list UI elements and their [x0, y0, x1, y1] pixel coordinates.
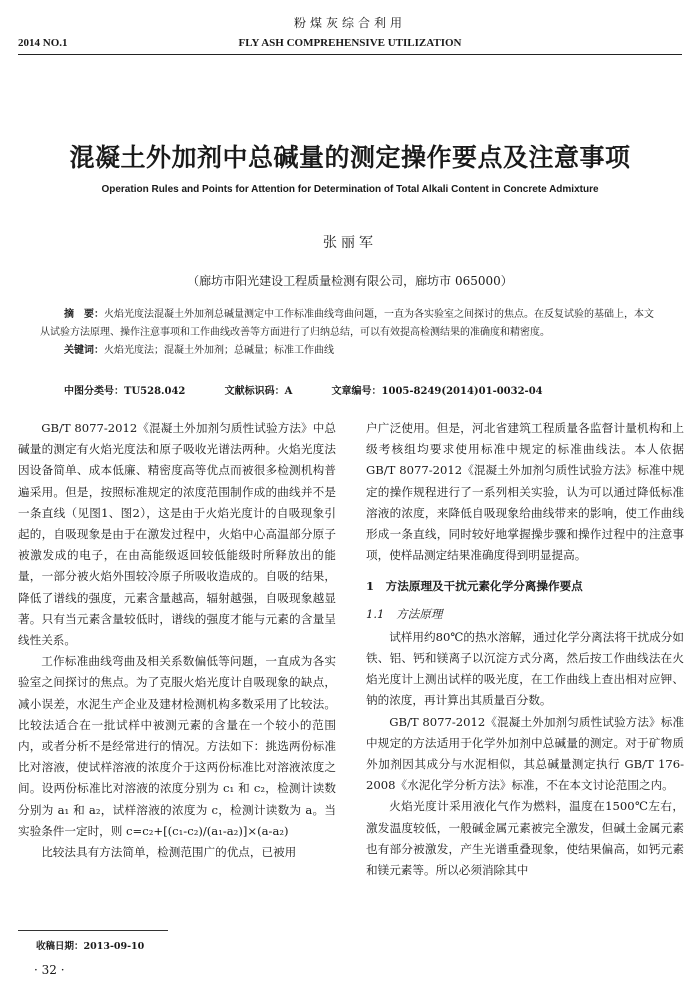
author-affiliation: （廊坊市阳光建设工程质量检测有限公司，廊坊市 065000） — [187, 274, 513, 288]
body-paragraph: 工作标准曲线弯曲及相关系数偏低等问题，一直成为各实验室之间探讨的焦点。为了克服火焰光度计自吸现象的缺点，减小误差，水泥生产企业及建材检测机构多数采用了比较法。比较法适合在一批试样中被测元素的含量在一个较小的范围内，或者分析不是经常进行的情况。方法如下：挑选两份标准比对溶液，使试样溶液的浓度介于这两份标准比对溶液浓度之间。设两份标准比对溶液的浓度分别为 c₁ 和 c₂，检测计读数分别为 a₁ 和 a₂，试样溶液的浓度为 c，检测计读数为 a。当实验条件一定时，则 c=c₂+[(c₁-c₂)/(a₁-a₂)]×(a-a₂) — [18, 654, 336, 838]
subsection-heading: 1.1 方法原理 — [366, 606, 443, 621]
header-divider — [18, 54, 682, 55]
footnote-divider — [18, 930, 168, 931]
journal-title-cn: 粉煤灰综合利用 — [293, 16, 406, 30]
page-number: · 32 · — [34, 963, 65, 977]
abstract — [40, 306, 660, 342]
received-date: 收稿日期：2013-09-10 — [36, 941, 145, 952]
keywords — [40, 342, 660, 360]
keywords-label: 关键词： — [64, 345, 104, 356]
clc-number: 中图分类号：TU528.042 — [64, 386, 186, 397]
section-heading: 1 方法原理及干扰元素化学分离操作要点 — [366, 579, 583, 594]
article-number: 文章编号：1005-8249(2014)01-0032-04 — [331, 386, 543, 397]
author-name: 张丽军 — [323, 235, 377, 251]
article-title-en: Operation Rules and Points for Attention for Determination of Total Alkali Content in Concrete Admixture — [101, 184, 599, 195]
journal-title-en: FLY ASH COMPREHENSIVE UTILIZATION — [238, 37, 462, 49]
right-column — [366, 418, 684, 881]
classification-row — [64, 382, 579, 397]
body-paragraph: 户广泛使用。但是，河北省建筑工程质量各监督计量机构和上级考核组均要求使用标准中规定的标准曲线法。本人依据 GB/T 8077-2012《混凝土外加剂匀质性试验方法》标准中规定的操作规程进行了一系列相关实验，认为可以通过降低标准溶液的浓度，来降低自吸现象给曲线带来的影响，使工作曲线形成一条直线，同时较好地掌握操步骤和操作过程中的注意事项，使样品测定结果准确度得到明显提高。 — [366, 421, 684, 563]
document-code: 文献标识码：A — [224, 386, 293, 397]
keywords-text: 火焰光度法；混凝土外加剂；总碱量；标准工作曲线 — [104, 345, 334, 356]
abstract-text: 火焰光度法混凝土外加剂总碱量测定中工作标准曲线弯曲问题，一直为各实验室之间探讨的焦点。在反复试验的基础上，本文从试验方法原理、操作注意事项和工作曲线改善等方面进行了归纳总结，可以有效提高检测结果的准确度和精密度。 — [40, 309, 654, 338]
body-paragraph: 试样用约80℃的热水溶解，通过化学分离法将干扰成分如铁、铝、钙和镁离子以沉淀方式分离，然后按工作曲线法在火焰光度计上测出试样的吸光度，在工作曲线上查出相对应钾、钠的浓度，再计算出其质量百分数。 — [366, 629, 684, 708]
body-paragraph: 火焰光度计采用液化气作为燃料，温度在1500℃左右，激发温度较低，一般碱金属元素被完全激发，但碱土金属元素也有部分被激发，产生光谱重叠现象，使结果偏高，如钙元素和镁元素等。所以必须消除其中 — [366, 799, 684, 878]
article-title-cn: 混凝土外加剂中总碱量的测定操作要点及注意事项 — [69, 143, 631, 172]
issue-label: 2014 NO.1 — [18, 37, 68, 49]
body-paragraph: GB/T 8077-2012《混凝土外加剂匀质性试验方法》中总碱量的测定有火焰光度法和原子吸收光谱法两种。火焰光度法因设备简单、成本低廉、精密度高等优点而被很多检测机构普遍采用。但是，按照标准规定的浓度范围制作成的曲线并不是一条直线（见图1、图2），这是由于火焰光度计的自吸现象引起的，自吸现象是由于在激发过程中，火焰中心高温部分原子被激发成的电子，在由高能级返回较低能级时所释放出的能量，一部分被火焰外围较冷原子所吸收造成的。自吸的结果，降低了谱线的强度，元素含量越高，辐射越强，自吸现象越显著。只有当元素含量较低时，谱线的强度才能与元素的含量呈线性关系。 — [18, 421, 336, 648]
abstract-block — [40, 306, 660, 360]
abstract-label: 摘 要： — [64, 309, 104, 320]
body-paragraph: GB/T 8077-2012《混凝土外加剂匀质性试验方法》标准中规定的方法适用于化学外加剂中总碱量的测定。对于矿物质外加剂因其成分与水泥相似，其总碱量测定执行 GB/T 176-2008《水泥化学分析方法》标准，不在本文讨论范围之内。 — [366, 714, 684, 793]
body-paragraph: 比较法具有方法简单，检测范围广的优点，已被用 — [41, 845, 297, 860]
left-column — [18, 418, 336, 863]
